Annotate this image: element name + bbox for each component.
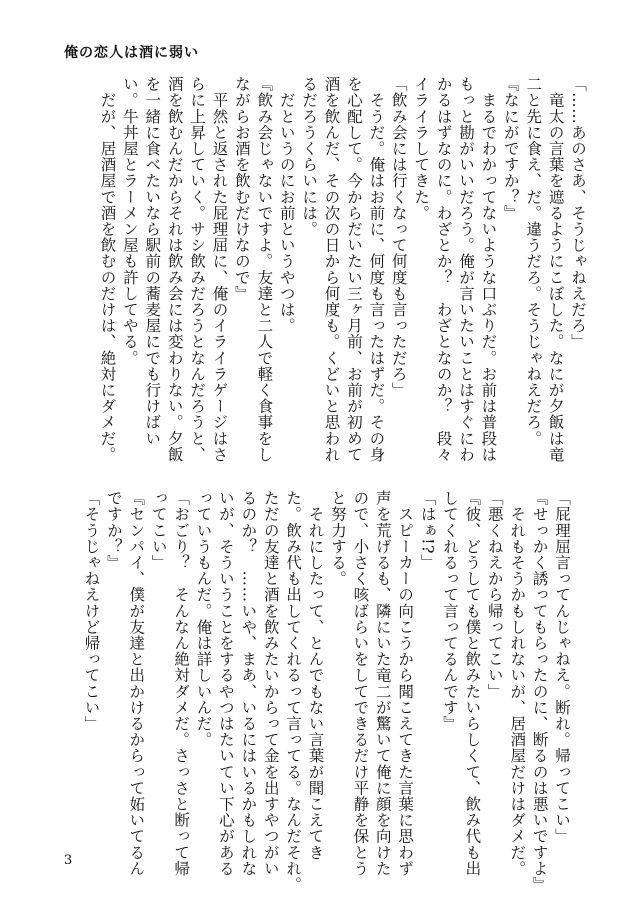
text-line: もっと勘がいいだろう。俺が言いたいことはすぐにわ <box>456 76 475 463</box>
text-line: 「そうじゃねえけど帰ってこい」 <box>82 490 101 732</box>
text-line: ながらお酒を飲むだけなので』 <box>232 76 251 302</box>
text-line: いが、そういうことをするやつはたいてい下心がある <box>216 490 235 877</box>
text-line: だが、居酒屋で酒を飲むのだけは、絶対にダメだ。 <box>98 76 117 463</box>
text-line: 竜太の言葉を遮るようにこぼした。なにが夕飯は竜 <box>546 76 565 463</box>
text-line: 『飲み会じゃないですよ。友達と二人で軽く食事をし <box>255 76 274 463</box>
page-number: 3 <box>64 853 73 868</box>
text-line: それもそうかもしれないが、居酒屋だけはダメだ。 <box>508 490 527 877</box>
text-line: 酒を飲むんだからそれは飲み会には変わりない。夕飯 <box>165 76 184 463</box>
text-line: 平然と返された屁理屈に、俺のイライラゲージはさ <box>210 76 229 463</box>
text-line: 「悪くねえから帰ってこい」 <box>485 490 504 700</box>
text-line: ってこい」 <box>149 490 168 571</box>
text-line: と努力する。 <box>328 490 347 587</box>
text-block-bottom <box>80 490 573 893</box>
text-line: かるはずなのに。わざとか？ わざとなのか？ 段々 <box>434 76 453 463</box>
text-line: い。牛丼屋とラーメン屋も許してやる。 <box>120 76 139 366</box>
text-line: 『センパイ、僕が友達と出かけるからって妬いてるん <box>127 490 146 877</box>
text-line: 「はぁ!?」 <box>418 490 437 571</box>
text-line: 『なにがですか？』 <box>501 76 520 221</box>
text-line: っていうもんだ。俺は詳しいんだ。 <box>194 490 213 748</box>
text-line: るのか？ ……いや、まあ、いるにはいるかもしれな <box>239 490 258 877</box>
text-block-top <box>96 76 589 463</box>
text-line: 『彼、どうしても僕と飲みたいらしくて、飲み代も出 <box>463 490 482 877</box>
running-title: 俺の恋人は酒に弱い <box>64 45 199 61</box>
text-line: らに上昇していく。サシ飲みだろうとなんだろうと、 <box>188 76 207 463</box>
text-line: ですか？』 <box>104 490 123 571</box>
text-line: を心配して。今からだいたい三ヶ月前、お前が初めて <box>344 76 363 463</box>
text-line: それにしたって、とんでもない言葉が聞こえてき <box>306 490 325 861</box>
text-line: スピーカーの向こうから聞こえてきた言葉に思わず <box>396 490 415 877</box>
text-line: ので、小さく咳ばらいをしてできるだけ平静を保とう <box>351 490 370 877</box>
text-line: るだろうくらいには。 <box>300 76 319 237</box>
text-line: た。飲み代も出してくれるって言ってる。なんだそれ。 <box>284 490 303 893</box>
text-line: 「おごり？ そんなん絶対ダメだ。さっさと断って帰 <box>172 490 191 877</box>
text-line: ただの友達と酒を飲みたいからって金を出すやつがい <box>261 490 280 877</box>
text-line: そうだ。俺はお前に、何度も言ったはずだ。その身 <box>367 76 386 463</box>
text-line: 酒を飲んだ、その次の日から何度も。くどいと思われ <box>322 76 341 463</box>
text-line: まるでわかってないような口ぶりだ。お前は普段は <box>479 76 498 463</box>
text-line: 二と先に食え、だ。違うだろ。そうじゃねえだろ。 <box>524 76 543 447</box>
text-line: 「屁理屈言ってんじゃねえ。断れ。帰ってこい」 <box>553 490 571 845</box>
text-line: 『せっかく誘ってもらったのに、断るのは悪いですよ』 <box>530 490 549 893</box>
text-line: してくれるって言ってるんです』 <box>440 490 459 732</box>
text-line: を一緒に食べたいなら駅前の蕎麦屋にでも行けばい <box>143 76 162 447</box>
text-line: 声を荒げるも、隣にいた竜二が驚いて俺に顔を向けた <box>373 490 392 877</box>
text-line: 「……あのさあ、そうじゃねえだろ」 <box>569 76 587 350</box>
text-line: イライラしてきた。 <box>412 76 431 221</box>
text-line: だというのにお前というやつは。 <box>277 76 296 334</box>
text-line: 「飲み会には行くなって何度も言っただろ」 <box>389 76 408 398</box>
